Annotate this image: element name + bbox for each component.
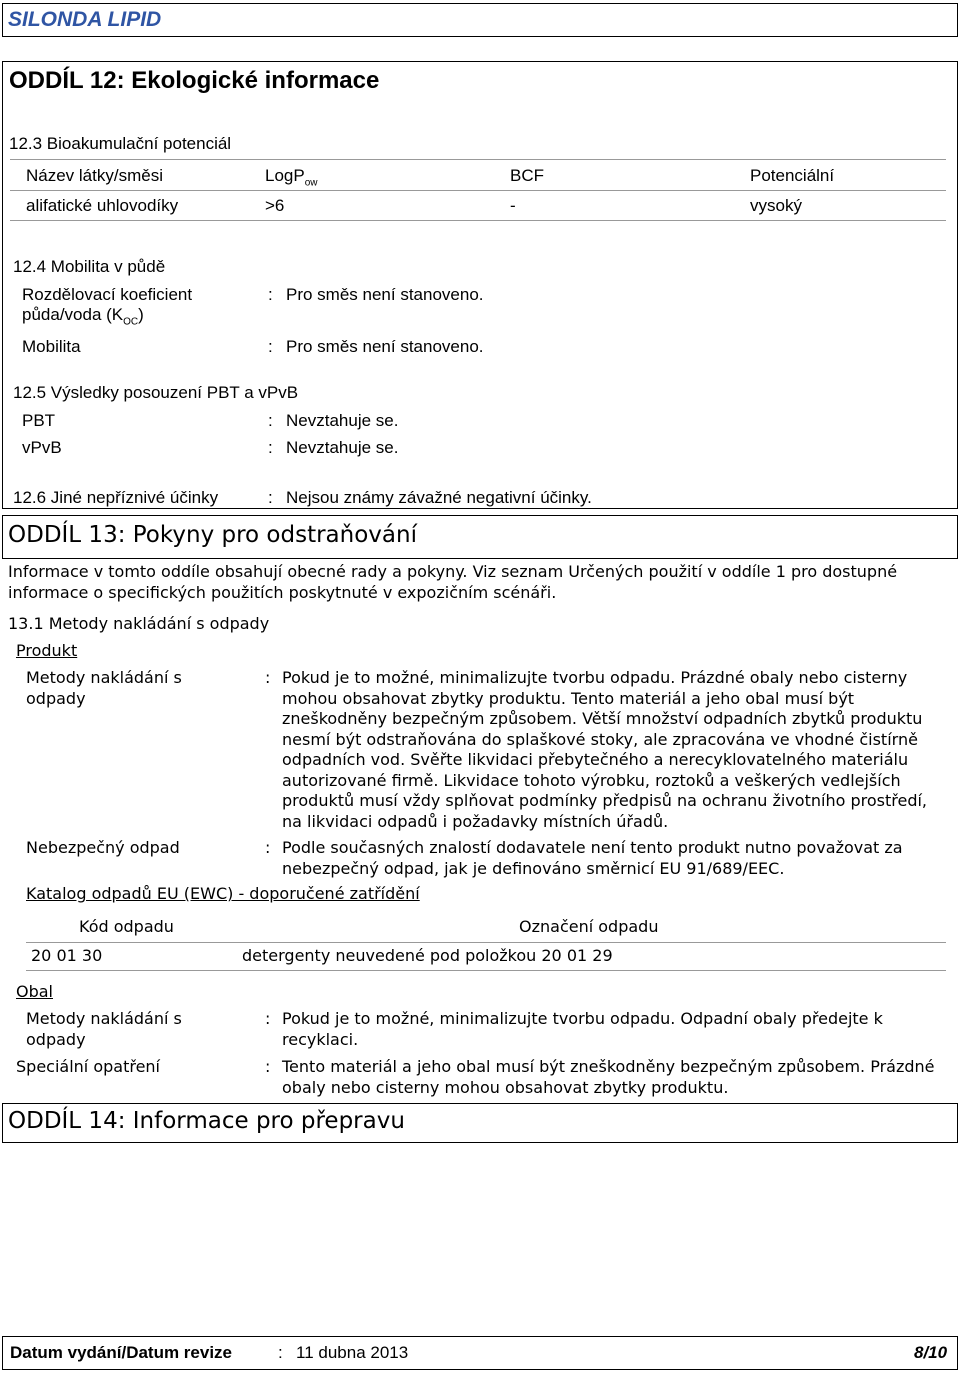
footer-colon: : bbox=[278, 1343, 283, 1362]
col-logp: LogP$_{ow}$ bbox=[265, 166, 318, 189]
other-effects-value: Nejsou známy závažné negativní účinky. bbox=[286, 488, 592, 507]
vpvb-label: vPvB bbox=[22, 438, 62, 457]
table-rule-bottom bbox=[10, 220, 946, 221]
packaging-methods-label: Metody nakládání s odpady bbox=[26, 1009, 182, 1049]
other-effects-label: 12.6 Jiné nepříznivé účinky bbox=[13, 488, 219, 507]
row-potential: vysoký bbox=[750, 196, 802, 215]
koc-label-line2: půda/voda $(K_{OC})$ bbox=[22, 305, 144, 328]
bioaccumulation-heading: 12.3 Bioakumulační potenciál bbox=[9, 134, 232, 153]
col-potential: Potenciální bbox=[750, 166, 835, 185]
colon: : bbox=[265, 668, 271, 687]
colon: : bbox=[265, 838, 271, 857]
methods-heading: 13.1 Metody nakládání s odpady bbox=[8, 614, 270, 633]
colon: : bbox=[268, 285, 273, 304]
row-substance-name: alifatické uhlovodíky bbox=[26, 196, 179, 215]
product-heading: Produkt bbox=[16, 641, 78, 660]
section13-title: ODDÍL 13: Pokyny pro odstraňování bbox=[8, 522, 417, 548]
colon: : bbox=[268, 337, 273, 356]
row-bcf: - bbox=[510, 196, 516, 215]
ewc-row-code: 20 01 30 bbox=[31, 946, 103, 965]
pbt-label: PBT bbox=[22, 411, 56, 430]
section14-title: ODDÍL 14: Informace pro přepravu bbox=[8, 1108, 405, 1134]
col-substance-name: Název látky/směsi bbox=[26, 166, 163, 185]
koc-label-line1: Rozdělovací koeficient bbox=[22, 285, 193, 304]
mobility-value: Pro směs není stanoveno. bbox=[286, 337, 484, 356]
ewc-heading: Katalog odpadů EU (EWC) - doporučené zatřídění bbox=[26, 884, 420, 903]
packaging-methods-value: Pokud je to možné, minimalizujte tvorbu odpadu. Odpadní obaly předejte k recyklaci. bbox=[282, 1009, 883, 1049]
pbt-heading: 12.5 Výsledky posouzení PBT a vPvB bbox=[13, 383, 299, 402]
pbt-value: Nevztahuje se. bbox=[286, 411, 399, 430]
koc-value: Pro směs není stanoveno. bbox=[286, 285, 484, 304]
ewc-col-description: Označení odpadu bbox=[519, 917, 659, 936]
colon: : bbox=[265, 1009, 271, 1028]
row-logp: >6 bbox=[265, 196, 285, 215]
colon: : bbox=[268, 488, 273, 507]
product-methods-label: Metody nakládání s odpady bbox=[26, 668, 182, 708]
mobility-heading: 12.4 Mobilita v půdě bbox=[13, 257, 166, 276]
section12-title: ODDÍL 12: Ekologické informace bbox=[9, 67, 380, 94]
table-rule-mid bbox=[10, 190, 946, 191]
mobility-label: Mobilita bbox=[22, 337, 81, 356]
product-methods-value: Pokud je to možné, minimalizujte tvorbu odpadu. Prázdné obaly nebo cisterny mohou obsahovat zbytky produktu. Tento materiál a jeho obal musí být zneškodněny bezpečným způsobem. Větší množství odpadních zbytků produktu nesmí být odstraňována do splaškové stoky, ale zpracována ve vhodné čistírně odpadních vod. Svěřte likvidaci přebytečného a nerecyklovatelného materiálu autorizované firmě. Likvidace tohoto výrobku, roztoků a veškerých vedlejších produktů musí vždy splňovat podmínky předpisů na ochranu životního prostředí, na likvidaci odpadů i požadavky místních úřadů. bbox=[282, 668, 927, 831]
colon: : bbox=[265, 1057, 271, 1076]
product-name: SILONDA LIPID bbox=[8, 8, 162, 31]
special-measures-label: Speciální opatření bbox=[16, 1057, 160, 1076]
hazardous-waste-value: Podle současných znalostí dodavatele není tento produkt nutno považovat za nebezpečný odpad, jak je definováno směrnicí EU 91/689/EEC. bbox=[282, 838, 903, 878]
section13-intro: Informace v tomto oddíle obsahují obecné rady a pokyny. Viz seznam Určených použití v oddíle 1 pro dostupné informace o specifických použitích poskytnuté v expozičním scénáři. bbox=[8, 562, 898, 602]
col-bcf: BCF bbox=[510, 166, 544, 185]
packaging-heading: Obal bbox=[16, 982, 53, 1001]
footer-date-value: 11 dubna 2013 bbox=[296, 1343, 409, 1362]
ewc-rule-top bbox=[26, 942, 946, 943]
ewc-rule-bottom bbox=[26, 970, 946, 971]
hazardous-waste-label: Nebezpečný odpad bbox=[26, 838, 180, 857]
table-rule-top bbox=[10, 159, 946, 160]
footer-date-label: Datum vydání/Datum revize bbox=[10, 1343, 233, 1362]
ewc-row-description: detergenty neuvedené pod položkou 20 01 29 bbox=[242, 946, 613, 965]
page-number: 8/10 bbox=[914, 1343, 948, 1362]
special-measures-value: Tento materiál a jeho obal musí být zneškodněny bezpečným způsobem. Prázdné obaly nebo cisterny mohou obsahovat zbytky produktu. bbox=[282, 1057, 935, 1097]
colon: : bbox=[268, 438, 273, 457]
colon: : bbox=[268, 411, 273, 430]
vpvb-value: Nevztahuje se. bbox=[286, 438, 399, 457]
ewc-col-code: Kód odpadu bbox=[79, 917, 174, 936]
